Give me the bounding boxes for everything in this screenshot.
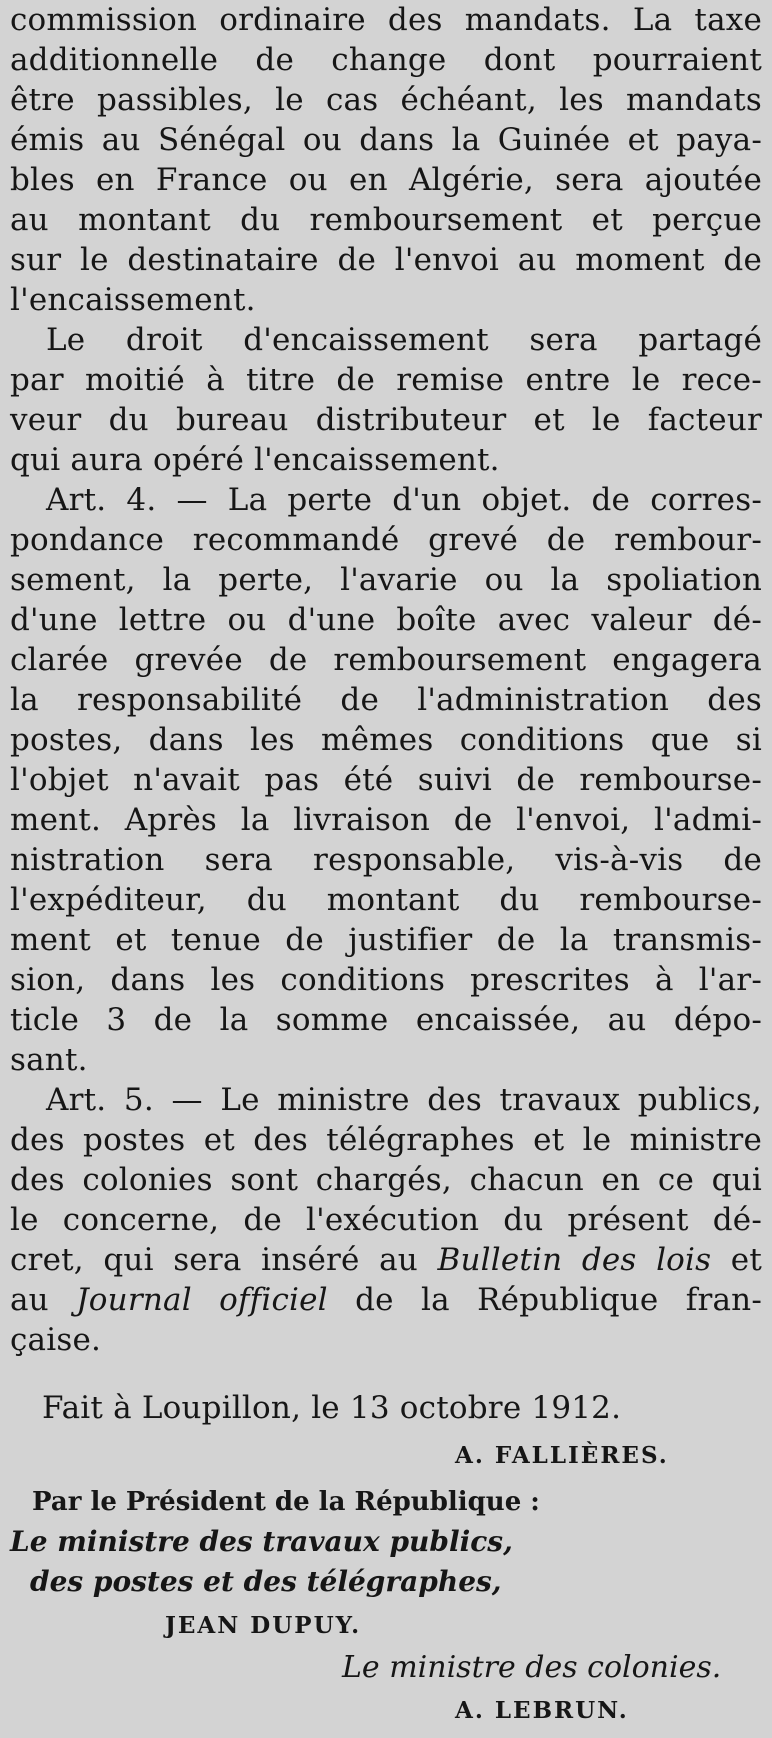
text-line: veur du bureau distributeur et le facteur	[10, 402, 762, 438]
text-line: Art. 4. — La perte d'un objet. de corres-	[46, 482, 762, 518]
text-line: au montant du remboursement et perçue	[10, 202, 762, 238]
text-line: d'une lettre ou d'une boîte avec valeur dé-	[10, 602, 762, 638]
by-president-line: Par le Président de la République :	[32, 1487, 540, 1517]
text-span: cret, qui sera inséré au	[10, 1242, 438, 1278]
text-span: et	[711, 1242, 762, 1278]
text-line: la responsabilité de l'administration des	[10, 682, 762, 718]
text-line: additionnelle de change dont pourraient	[10, 42, 762, 78]
text-line: ment et tenue de justifier de la transmis-	[10, 922, 762, 958]
italic-title-span: Bulletin des lois	[437, 1242, 712, 1278]
minister-title-3: Le ministre des colonies.	[342, 1650, 722, 1685]
minister-name-2: A. LEBRUN.	[455, 1697, 629, 1724]
italic-title-span: Journal officiel	[76, 1282, 328, 1318]
text-line: des postes et des télégraphes et le ministre	[10, 1122, 762, 1158]
text-line: le concerne, de l'exécution du présent dé-	[10, 1202, 762, 1238]
text-span: au	[10, 1282, 77, 1318]
text-line: émis au Sénégal ou dans la Guinée et paya-	[10, 122, 762, 158]
text-line: ment. Après la livraison de l'envoi, l'admi-	[10, 802, 762, 838]
text-line: par moitié à titre de remise entre le rece-	[10, 362, 762, 398]
text-line: nistration sera responsable, vis-à-vis de	[10, 842, 762, 878]
text-line: l'objet n'avait pas été suivi de rembourse-	[10, 762, 762, 798]
text-line: des colonies sont chargés, chacun en ce qui	[10, 1162, 762, 1198]
text-line-journal	[10, 1280, 762, 1320]
text-line: l'expéditeur, du montant du rembourse-	[10, 882, 762, 918]
text-line: être passibles, le cas échéant, les mandats	[10, 82, 762, 118]
text-line: sement, la perte, l'avarie ou la spoliation	[10, 562, 762, 598]
article-text-column	[10, 0, 762, 1360]
text-line: ticle 3 de la somme encaissée, au dépo-	[10, 1002, 762, 1038]
text-line: Le droit d'encaissement sera partagé	[46, 322, 762, 358]
text-line: çaise.	[10, 1322, 102, 1358]
text-line: sion, dans les conditions prescrites à l'ar-	[10, 962, 762, 998]
text-line: bles en France ou en Algérie, sera ajoutée	[10, 162, 762, 198]
text-line: commission ordinaire des mandats. La taxe	[10, 2, 762, 38]
text-line-bulletin	[10, 1240, 762, 1280]
place-date-line: Fait à Loupillon, le 13 octobre 1912.	[42, 1390, 622, 1426]
text-line: clarée grevée de remboursement engagera	[10, 642, 762, 678]
text-line: qui aura opéré l'encaissement.	[10, 442, 500, 478]
minister-title-1: Le ministre des travaux publics,	[10, 1525, 513, 1558]
text-span: de la République fran-	[327, 1282, 762, 1318]
text-line: sur le destinataire de l'envoi au moment de	[10, 242, 762, 278]
text-line: postes, dans les mêmes conditions que si	[10, 722, 762, 758]
signature-president: A. FALLIÈRES.	[455, 1442, 669, 1469]
minister-name-1: JEAN DUPUY.	[165, 1612, 362, 1639]
text-line: sant.	[10, 1042, 88, 1078]
text-line: pondance recommandé grevé de rembour-	[10, 522, 762, 558]
text-line: l'encaissement.	[10, 282, 256, 318]
minister-title-2: des postes et des télégraphes,	[30, 1565, 502, 1598]
text-line: Art. 5. — Le ministre des travaux publics,	[46, 1082, 762, 1118]
